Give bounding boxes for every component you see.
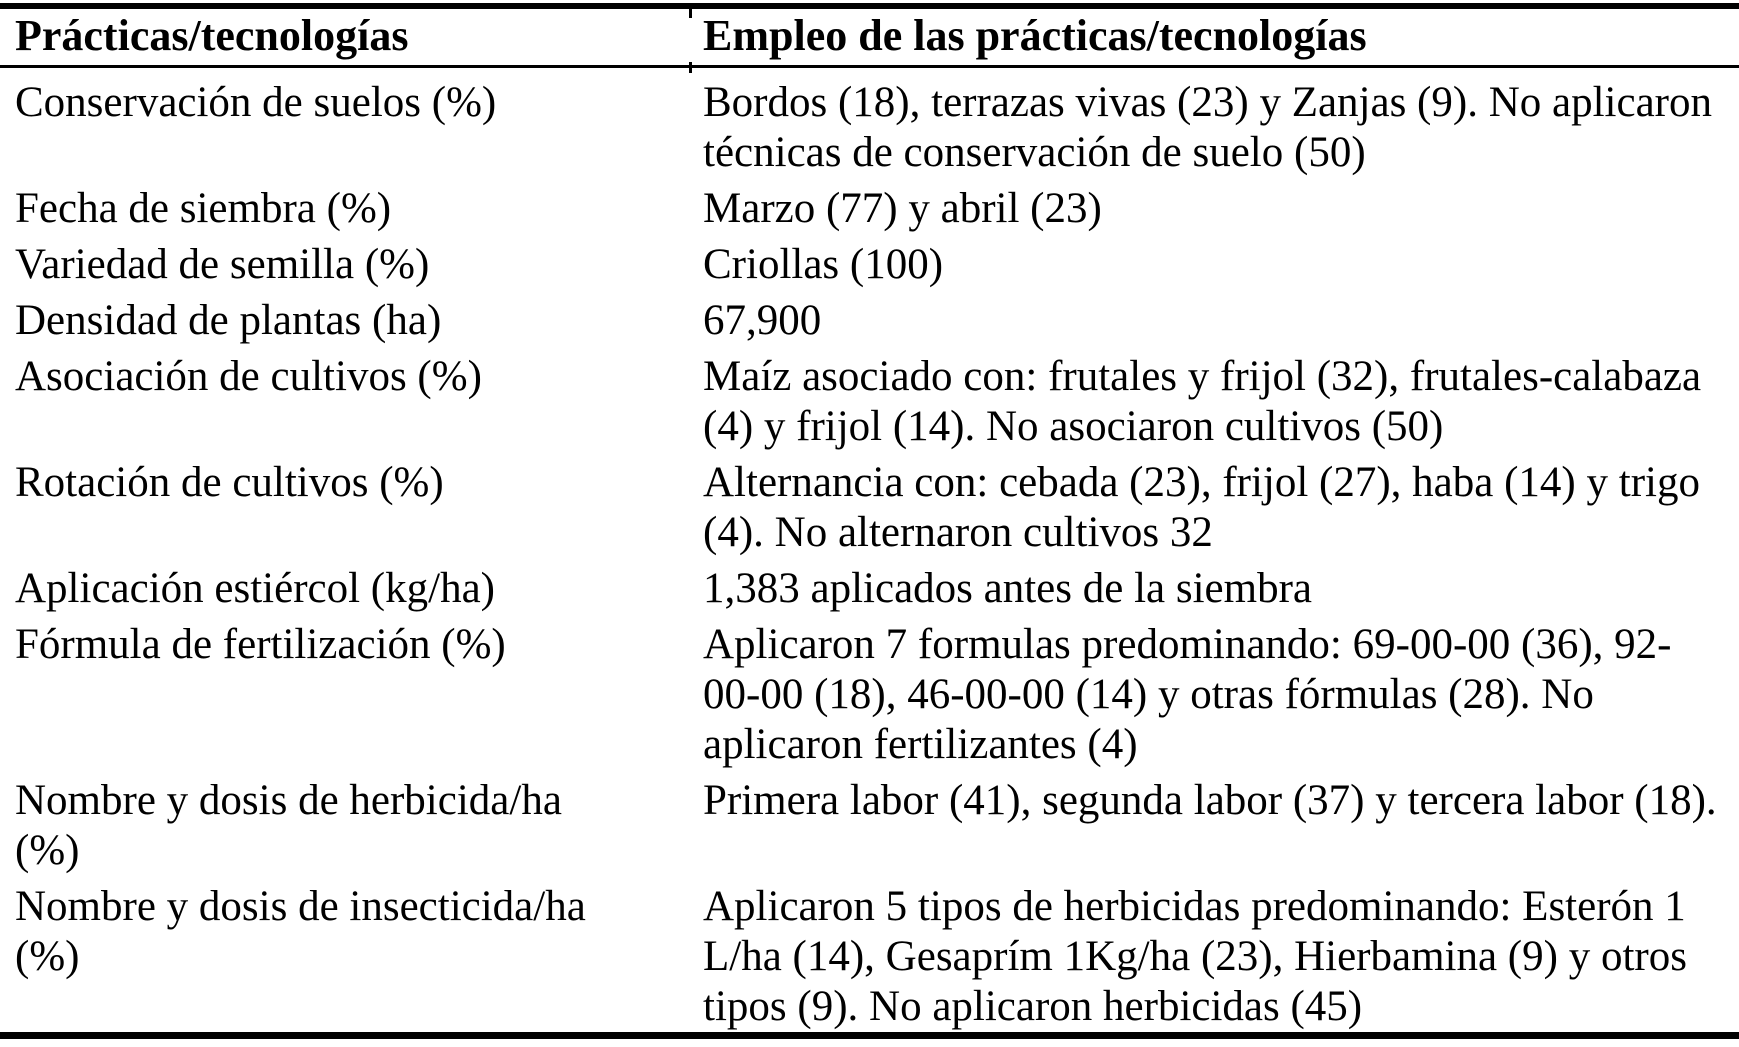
usage-cell: Bordos (18), terrazas vivas (23) y Zanjas (9). No aplicaron técnicas de conservación de suelo (50) bbox=[703, 79, 1712, 176]
table-row bbox=[0, 178, 1739, 234]
column-header-usage: Empleo de las prácticas/tecnologías bbox=[688, 6, 1739, 67]
practice-cell: Nombre y dosis de herbicida/ha (%) bbox=[15, 777, 562, 874]
practice-cell: Rotación de cultivos (%) bbox=[15, 459, 444, 506]
practice-cell: Nombre y dosis de insecticida/ha (%) bbox=[15, 883, 586, 980]
practice-cell: Densidad de plantas (ha) bbox=[15, 297, 442, 344]
practice-cell: Fórmula de fertilización (%) bbox=[15, 621, 506, 668]
usage-cell: Criollas (100) bbox=[703, 241, 944, 288]
usage-cell: Aplicaron 5 tipos de herbicidas predominando: Esterón 1 L/ha (14), Gesaprím 1Kg/ha (23), Hierbamina (9) y otros tipos (9). No aplicaron herbicidas (45) bbox=[703, 883, 1687, 1030]
table-row bbox=[0, 614, 1739, 770]
practice-cell: Fecha de siembra (%) bbox=[15, 185, 392, 232]
column-divider-tick-top bbox=[689, 3, 692, 18]
practice-cell: Aplicación estiércol (kg/ha) bbox=[15, 565, 495, 612]
practice-cell: Variedad de semilla (%) bbox=[15, 241, 430, 288]
table-row bbox=[0, 290, 1739, 346]
practice-cell: Conservación de suelos (%) bbox=[15, 79, 497, 126]
usage-cell: Marzo (77) y abril (23) bbox=[703, 185, 1102, 232]
practices-table bbox=[0, 3, 1739, 1039]
table-row bbox=[0, 770, 1739, 876]
usage-cell: Maíz asociado con: frutales y frijol (32), frutales-calabaza (4) y frijol (14). No asociaron cultivos (50) bbox=[703, 353, 1702, 450]
usage-cell: Aplicaron 7 formulas predominando: 69-00-00 (36), 92-00-00 (18), 46-00-00 (14) y otras fórmulas (28). No aplicaron fertilizantes (4) bbox=[703, 621, 1672, 768]
usage-cell: 1,383 aplicados antes de la siembra bbox=[703, 565, 1312, 612]
table-row bbox=[0, 876, 1739, 1036]
table-row bbox=[0, 558, 1739, 614]
usage-cell: Primera labor (41), segunda labor (37) y tercera labor (18). bbox=[703, 777, 1717, 824]
table-row bbox=[0, 234, 1739, 290]
table-row bbox=[0, 67, 1739, 179]
practice-cell: Asociación de cultivos (%) bbox=[15, 353, 482, 400]
column-header-practices: Prácticas/tecnologías bbox=[0, 6, 688, 67]
usage-cell: Alternancia con: cebada (23), frijol (27), haba (14) y trigo (4). No alternaron cultivos 32 bbox=[703, 459, 1700, 556]
column-divider-tick-header bbox=[689, 62, 692, 73]
usage-cell: 67,900 bbox=[703, 297, 822, 344]
table-row bbox=[0, 346, 1739, 452]
table-row bbox=[0, 452, 1739, 558]
table-header-row bbox=[0, 6, 1739, 67]
